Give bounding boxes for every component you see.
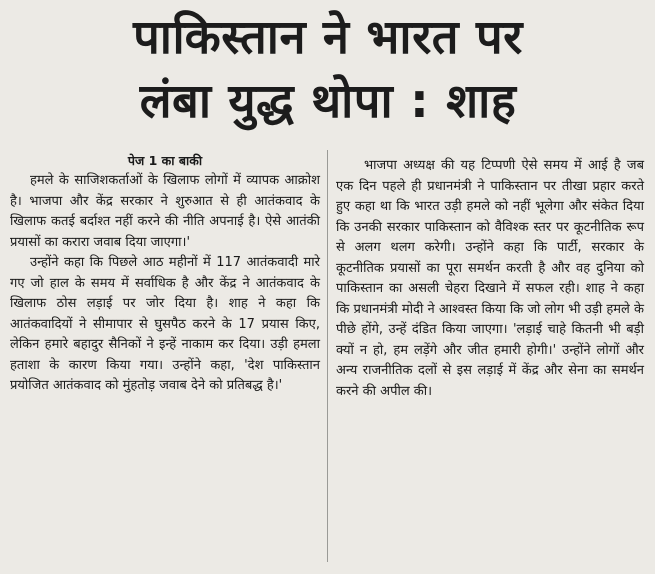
article-paragraph: उन्होंने कहा कि पिछले आठ महीनों में 117 आतंकवादी मारे गए जो हाल के समय में सर्वाधिक है और केंद्र ने आतंकवाद के खिलाफ ठोस लड़ाई पर जोर दिया है। शाह ने कहा कि आतंकवादियों ने सीमापार से घुसपैठ करने के 17 प्रयास किए, लेकिन हमारे बहादुर सैनिकों ने इन्हें नाकाम कर दिया। उड़ी हमला हताशा के कारण किया गया। उन्होंने कहा, 'देश पाकिस्तान प्रयोजित आतंकवाद को मुंहतोड़ जवाब देने को प्रतिबद्ध है।' (10, 255, 320, 393)
right-column (336, 156, 644, 402)
column-divider (327, 150, 328, 562)
left-column (10, 152, 320, 397)
headline-line-2: लंबा युद्ध थोपा : शाह (139, 74, 517, 129)
headline-line-1: पाकिस्तान ने भारत पर (133, 10, 523, 65)
article-paragraph: हमले के साजिशकर्ताओं के खिलाफ लोगों में व्यापक आक्रोश है। भाजपा और केंद्र सरकार ने शुरुआत से ही आतंकवाद के खिलाफ कतई बर्दाश्त नहीं करने की नीति अपनाई है। ऐसे आतंकी प्रयासों का करारा जवाब दिया जाएगा।' (10, 173, 320, 250)
headline (28, 6, 628, 134)
continued-from-page-label: पेज 1 का बाकी (127, 153, 203, 168)
article-paragraph: भाजपा अध्यक्ष की यह टिप्पणी ऐसे समय में आई है जब एक दिन पहले ही प्रधानमंत्री ने पाकिस्तान पर तीखा प्रहार करते हुए कहा था कि भारत उड़ी हमले को नहीं भूलेगा और संकेत दिया कि उनकी सरकार पाकिस्तान को वैविश्क स्तर पर कूटनीतिक रूप से अलग थलग करेगी। उन्होंने कहा कि पार्टी, सरकार के कूटनीतिक प्रयासों का पूरा समर्थन करती है और वह दुनिया को पाकिस्तान का असली चेहरा दिखाने में सफल रही। शाह ने कहा कि प्रधानमंत्री मोदी ने आश्वस्त किया कि जो लोग भी उड़ी हमले के पीछे होंगे, उन्हें दंडित किया जाएगा। 'लड़ाई चाहे कितनी भी बड़ी क्यों न हो, हम लड़ेंगे और जीत हमारी होगी।' उन्होंने लोगों और अन्य राजनीतिक दलों से इस लड़ाई में केंद्र और सेना का समर्थन करने की अपील की। (336, 158, 644, 399)
